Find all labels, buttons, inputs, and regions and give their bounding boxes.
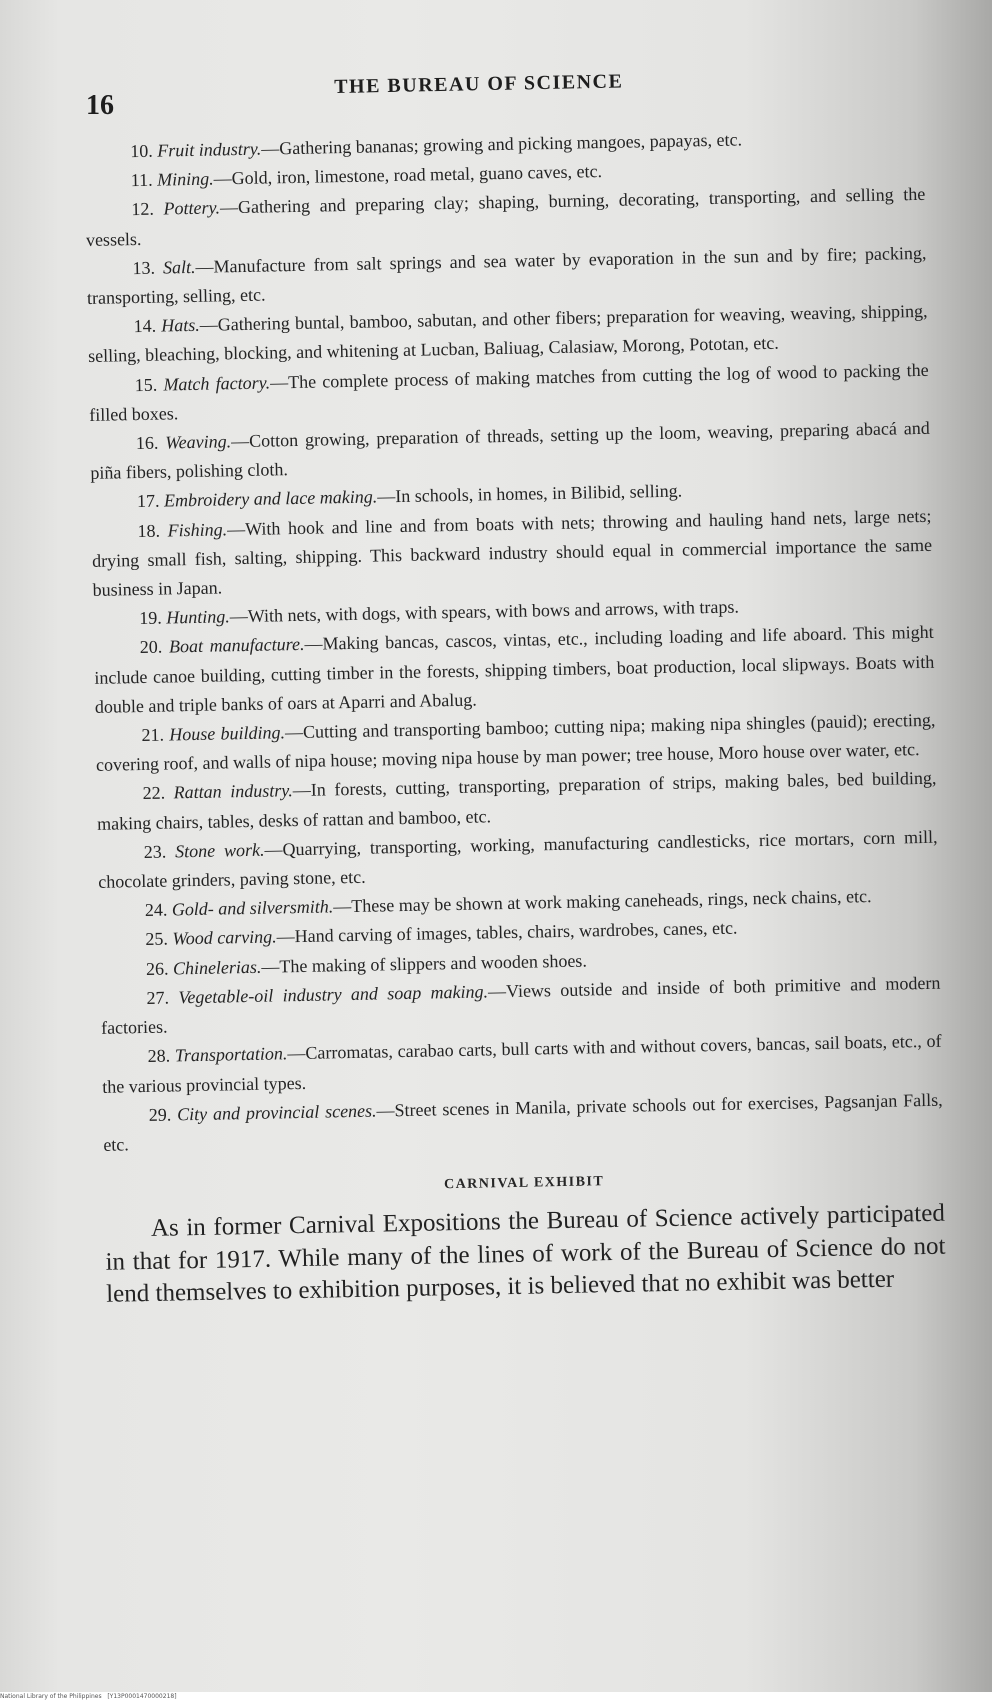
entry-text: —Gold, iron, limestone, road metal, guano caves, etc.: [213, 161, 603, 189]
entry-text: —Street scenes in Manila, private schools out for exercises, Pagsanjan Falls, etc.: [103, 1089, 943, 1155]
running-title: THE BUREAU OF SCIENCE: [334, 70, 624, 98]
entry-title: Transportation.: [174, 1043, 288, 1066]
entry-title: Weaving.: [165, 431, 232, 453]
entry-text: —The making of slippers and wooden shoes.: [261, 950, 588, 977]
entry-number: 20.: [139, 637, 163, 658]
entry-number: 21.: [141, 724, 165, 746]
entry-text: —Cotton growing, preparation of threads, setting up the loom, weaving, preparing abacá and piña fibers, polishing cloth.: [90, 417, 930, 484]
entry-number: 18.: [137, 520, 161, 541]
entry-text: —With hook and line and from boats with nets; throwing and hauling hand nets, large nets; drying small fish, salting, shipping. This backward industry should equal in commercial importance the same business in Japan.: [91, 505, 933, 600]
entry-number: 29.: [148, 1104, 172, 1125]
entry-text: —Gathering bananas; growing and picking mangoes, papayas, etc.: [261, 129, 743, 159]
entry-title: Hunting.: [166, 606, 230, 628]
entry-text: —Carromatas, carabao carts, bull carts with and without covers, bancas, sail boats, etc., of the various provincial types.: [102, 1031, 942, 1097]
entry-text: —These may be shown at work making caneheads, rings, neck chains, etc.: [333, 886, 872, 917]
entry-number: 19.: [139, 607, 162, 629]
entry-text: —Views outside and inside of both primitive and modern factories.: [100, 972, 941, 1038]
entry-title: Chinelerias.: [172, 956, 262, 979]
entry-text: —The complete process of making matches from cutting the log of wood to packing the filled boxes.: [89, 359, 929, 425]
entry-text: —With nets, with dogs, with spears, with bows and arrows, with traps.: [229, 596, 740, 627]
entry-text: —Gathering and preparing clay; shaping, burning, decorating, transporting, and selling the vessels.: [85, 184, 926, 250]
entry-text: —Gathering buntal, bamboo, sabutan, and other fibers; preparation for weaving, weaving, shipping, selling, bleaching, blocking, and whitening at Lucban, Baliuag, Calasiaw, Morong, Pototan, etc.: [88, 301, 928, 367]
industry-list: [84, 122, 943, 1160]
page-body: [84, 122, 946, 1312]
entry-number: 13.: [132, 257, 156, 278]
entry-number: 17.: [136, 491, 160, 512]
entry-title: Fishing.: [167, 518, 228, 541]
entry-title: Embroidery and lace making.: [163, 486, 378, 511]
entry-text: —In forests, cutting, transporting, preparation of strips, making bales, bed building, making chairs, tables, desks of rattan and bamboo, etc.: [96, 768, 937, 834]
entry-title: Wood carving.: [172, 926, 277, 949]
entry-number: 11.: [130, 169, 153, 191]
scan-credit: National Library of the Philippines: [0, 1693, 102, 1700]
entry-text: —Making bancas, cascos, vintas, etc., including loading and life aboard. This might include canoe building, cutting timber in the forests, shipping timbers, boat production, local slipways. Boats with double and triple banks of oars at Aparri and Abalug.: [94, 622, 935, 717]
list-item: [94, 618, 936, 722]
entry-title: Hats.: [161, 315, 201, 336]
entry-title: Boat manufacture.: [168, 634, 305, 657]
entry-title: Rattan industry.: [173, 780, 293, 803]
scan-id: [Y13P0001470000218]: [107, 1693, 177, 1700]
entry-number: 27.: [146, 987, 170, 1008]
entry-text: —In schools, in homes, in Bilibid, selling.: [377, 481, 683, 507]
entry-number: 16.: [135, 432, 159, 454]
scan-footer: [0, 1692, 992, 1701]
entry-number: 24.: [144, 899, 168, 921]
entry-number: 22.: [142, 783, 166, 804]
entry-title: Pottery.: [163, 197, 221, 219]
entry-text: —Hand carving of images, tables, chairs, wardrobes, canes, etc.: [276, 918, 738, 947]
entry-number: 26.: [145, 958, 169, 979]
entry-text: —Cutting and transporting bamboo; cutting nipa; making nipa shingles (pauid); erecting, covering roof, and walls of nipa house; moving nipa house by man power; tree house, Moro house over water, etc.: [95, 709, 936, 776]
entry-title: Mining.: [156, 168, 214, 190]
entry-number: 25.: [145, 929, 169, 950]
entry-title: Fruit industry.: [157, 138, 262, 161]
entry-title: Salt.: [162, 256, 196, 278]
entry-number: 10.: [130, 140, 153, 162]
entry-number: 28.: [147, 1045, 171, 1067]
entry-text: —Manufacture from salt springs and sea water by evaporation in the sun and by fire; packing, transporting, selling, etc.: [86, 242, 927, 308]
carnival-paragraph: As in former Carnival Expositions the Bureau of Science actively participated in that for 1917. While many of the lines of work of the Bureau of Science do not lend themselves to exhibition purposes, it is believed that no exhibit was better: [105, 1199, 946, 1308]
entry-number: 15.: [134, 374, 158, 395]
entry-number: 12.: [131, 199, 155, 220]
entry-text: —Quarrying, transporting, working, manufacturing candlesticks, rice mortars, corn mill, chocolate grinders, paving stone, etc.: [98, 826, 938, 892]
section-heading: CARNIVAL EXHIBIT: [443, 1174, 605, 1193]
list-item: [91, 501, 933, 605]
entry-title: Gold- and silversmith.: [171, 896, 334, 920]
page-number: 16: [86, 90, 114, 121]
entry-title: Match factory.: [163, 372, 271, 395]
entry-title: Vegetable-oil industry and soap making.: [178, 981, 489, 1008]
entry-title: Stone work.: [174, 839, 265, 862]
entry-number: 23.: [143, 841, 167, 862]
entry-title: House building.: [169, 722, 286, 745]
entry-title: City and provincial scenes.: [176, 1100, 377, 1125]
entry-number: 14.: [133, 315, 157, 337]
